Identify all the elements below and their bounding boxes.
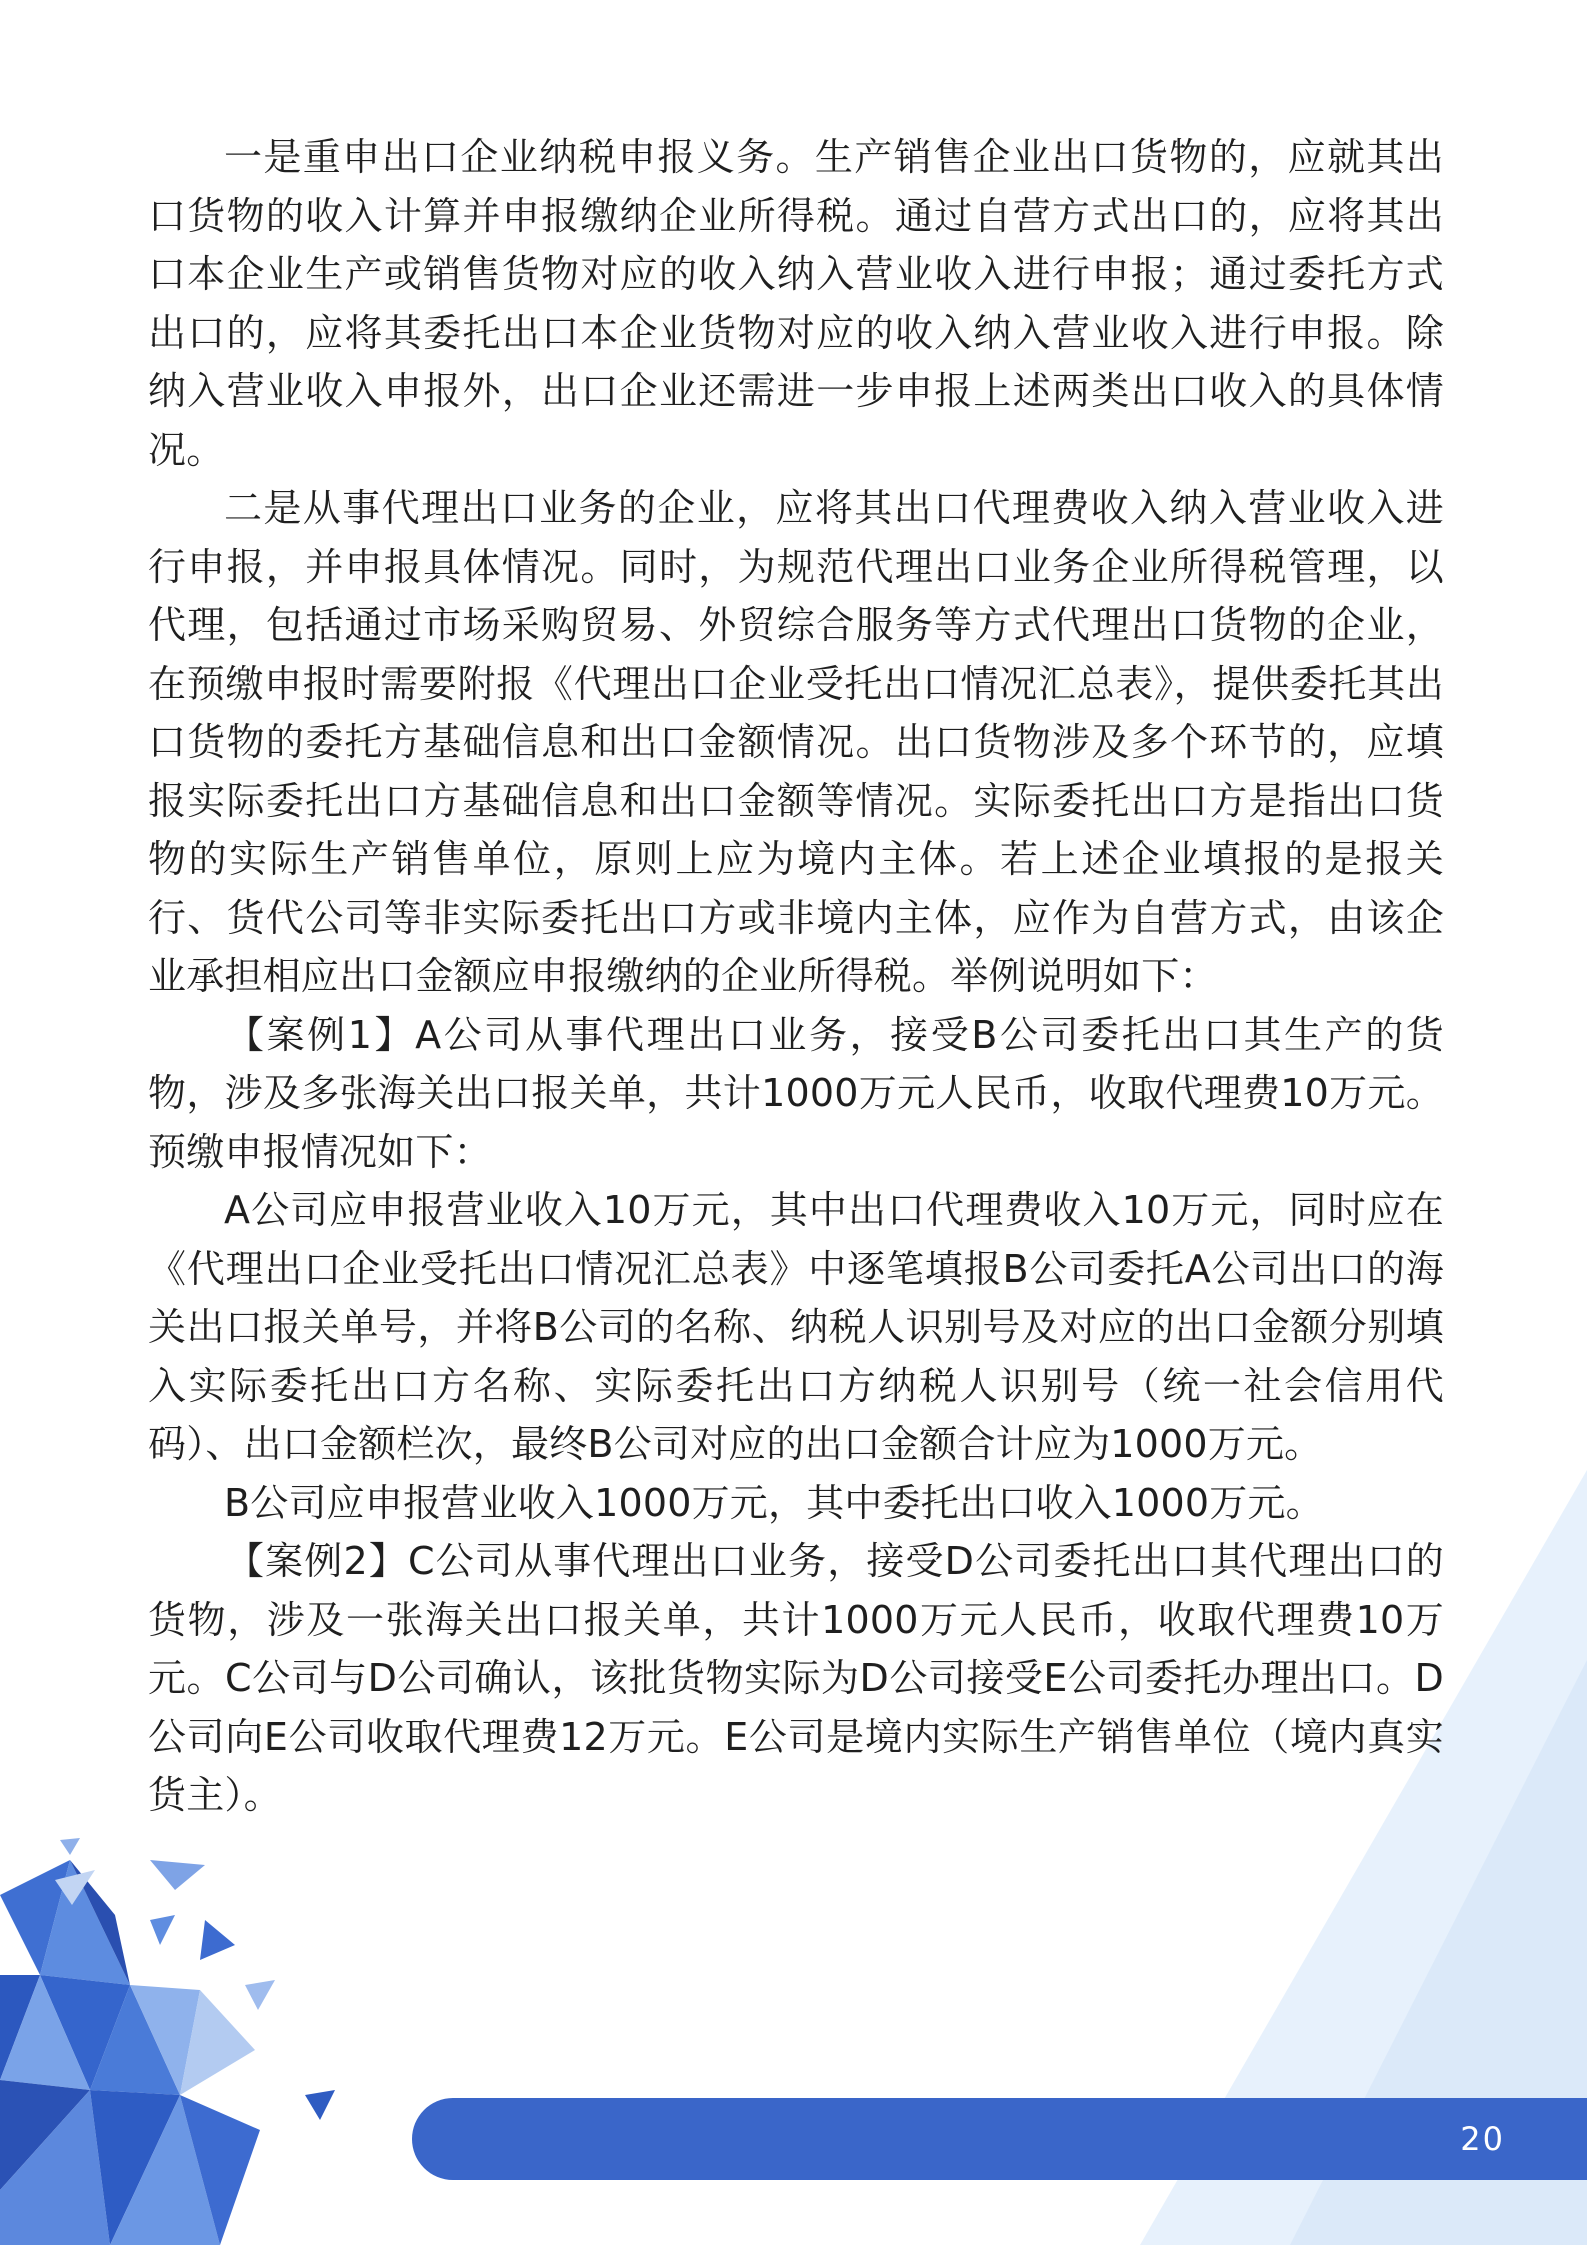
paragraph-3: A公司应申报营业收入10万元，其中出口代理费收入10万元，同时应在《代理出口企业受托出口情况汇总表》中逐笔填报B公司委托A公司出口的海关出口报关单号，并将B公司的名称、纳税人识别号及对应的出口金额分别填入实际委托出口方名称、实际委托出口方纳税人识别号（统一社会信用代码）、出口金额栏次，最终B公司对应的出口金额合计应为1000万元。 — [148, 1188, 1444, 1466]
decor-shard-2 — [150, 1860, 205, 1890]
decor-shard-6 — [305, 2090, 335, 2120]
paragraph-1: 一是重申出口企业纳税申报义务。生产销售企业出口货物的，应就其出口货物的收入计算并申报缴纳企业所得税。通过自营方式出口的，应将其出口本企业生产或销售货物对应的收入纳入营业收入进行申报；通过委托方式出口的，应将其委托出口本企业货物对应的收入纳入营业收入进行申报。除纳入营业收入申报外，出口企业还需进一步申报上述两类出口收入的具体情况。 — [148, 135, 1444, 472]
paragraph-4: B公司应申报营业收入1000万元，其中委托出口收入1000万元。 — [224, 1480, 1324, 1525]
decor-shard-4 — [245, 1980, 275, 2010]
page-number: 20 — [1460, 2120, 1505, 2158]
decor-shard-7 — [60, 1838, 80, 1855]
footer-bar — [412, 2098, 1587, 2180]
paragraph-case-1: 【案例1】A公司从事代理出口业务，接受B公司委托出口其生产的货物，涉及多张海关出口报关单，共计1000万元人民币，收取代理费10万元。预缴申报情况如下： — [148, 1012, 1444, 1174]
body-text — [148, 128, 1444, 1825]
decor-shard-3 — [200, 1920, 235, 1960]
paragraph-case-2: 【案例2】C公司从事代理出口业务，接受D公司委托出口其代理出口的货物，涉及一张海关出口报关单，共计1000万元人民币，收取代理费10万元。C公司与D公司确认，该批货物实际为D公司接受E公司委托办理出口。D公司向E公司收取代理费12万元。E公司是境内实际生产销售单位（境内真实货主）。 — [148, 1539, 1444, 1817]
decor-shard-5 — [150, 1915, 175, 1945]
paragraph-2: 二是从事代理出口业务的企业，应将其出口代理费收入纳入营业收入进行申报，并申报具体情况。同时，为规范代理出口业务企业所得税管理，以代理，包括通过市场采购贸易、外贸综合服务等方式代理出口货物的企业，在预缴申报时需要附报《代理出口企业受托出口情况汇总表》，提供委托其出口货物的委托方基础信息和出口金额情况。出口货物涉及多个环节的，应填报实际委托出口方基础信息和出口金额等情况。实际委托出口方是指出口货物的实际生产销售单位，原则上应为境内主体。若上述企业填报的是报关行、货代公司等非实际委托出口方或非境内主体，应作为自营方式，由该企业承担相应出口金额应申报缴纳的企业所得税。举例说明如下： — [148, 486, 1444, 998]
